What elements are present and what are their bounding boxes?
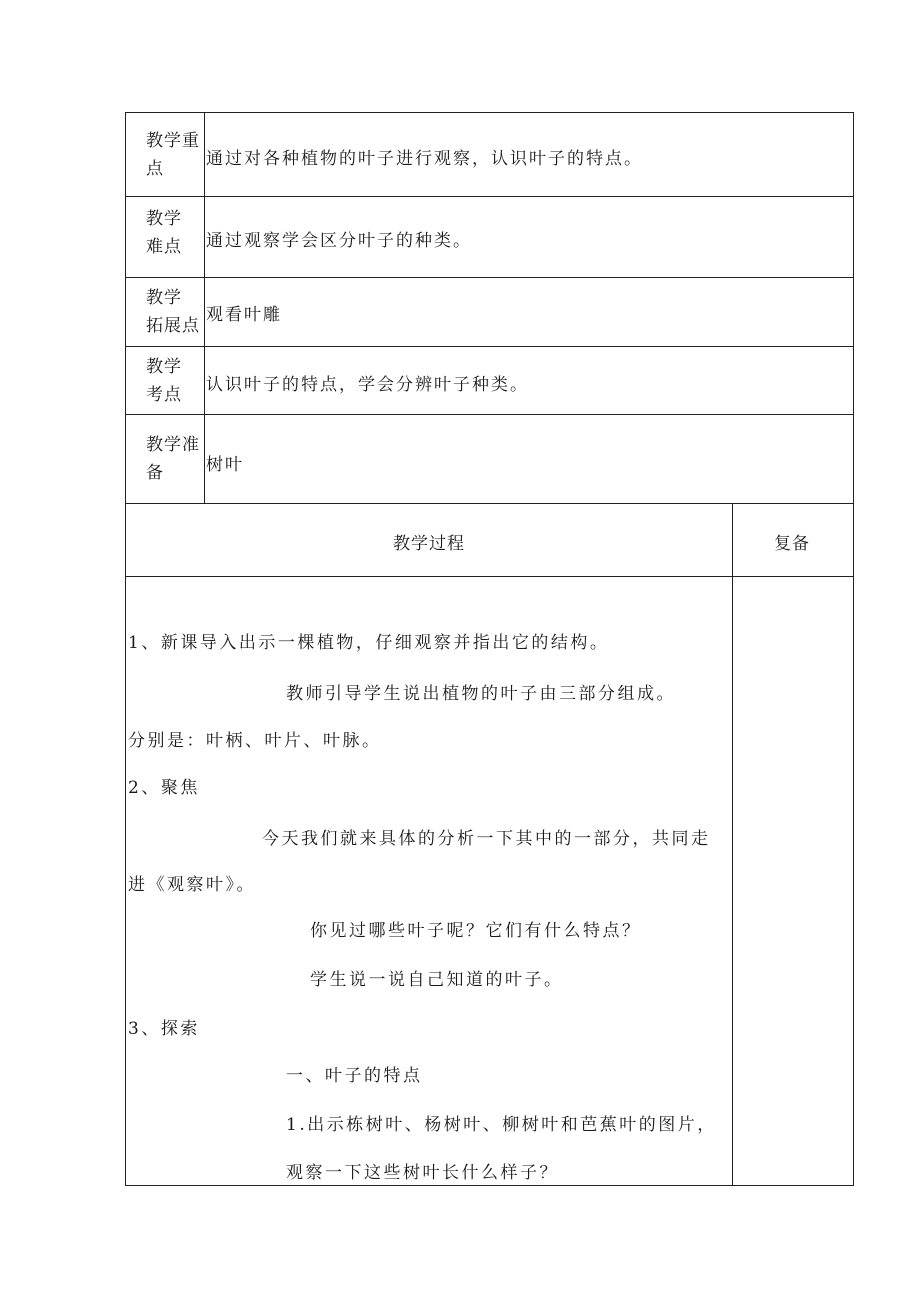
process-line: 3、探索: [128, 1019, 200, 1039]
row-label: 教学 难点: [146, 209, 182, 257]
row-content: 通过观察学会区分叶子的种类。: [206, 231, 472, 251]
process-line: 教师引导学生说出植物的叶子由三部分组成。: [286, 684, 676, 704]
process-line: 进《观察叶》。: [128, 875, 256, 895]
process-line: 2、聚焦: [128, 778, 200, 798]
row-content: 通过对各种植物的叶子进行观察，认识叶子的特点。: [206, 149, 643, 169]
process-line: 今天我们就来具体的分析一下其中的一部分，共同走: [262, 829, 711, 849]
row-content: 树叶: [206, 455, 244, 475]
row-label: 教学 拓展点: [146, 288, 200, 336]
row-divider: [126, 576, 853, 577]
row-divider: [126, 277, 853, 278]
lesson-plan-table: [125, 112, 854, 1186]
process-header: 教学过程: [393, 534, 465, 554]
row-divider: [126, 346, 853, 347]
row-content: 观看叶雕: [206, 305, 282, 325]
review-column-divider: [732, 503, 733, 1186]
process-line: 学生说一说自己知道的叶子。: [310, 970, 564, 990]
row-label: 教学重 点: [146, 131, 200, 179]
process-line: 一、叶子的特点: [286, 1066, 423, 1086]
process-line: 1、新课导入出示一棵植物，仔细观察并指出它的结构。: [128, 633, 610, 653]
row-content: 认识叶子的特点，学会分辨叶子种类。: [206, 375, 529, 395]
process-line: 1.出示栋树叶、杨树叶、柳树叶和芭蕉叶的图片，: [286, 1115, 717, 1135]
process-line: 观察一下这些树叶长什么样子？: [286, 1163, 559, 1183]
row-label: 教学 考点: [146, 357, 182, 405]
review-header: 复备: [774, 534, 810, 554]
row-label: 教学准 备: [146, 435, 200, 483]
row-divider: [126, 196, 853, 197]
process-line: 分别是：叶柄、叶片、叶脉。: [128, 731, 382, 751]
row-divider: [126, 503, 853, 504]
row-divider: [126, 414, 853, 415]
process-line: 你见过哪些叶子呢？它们有什么特点？: [310, 921, 642, 941]
